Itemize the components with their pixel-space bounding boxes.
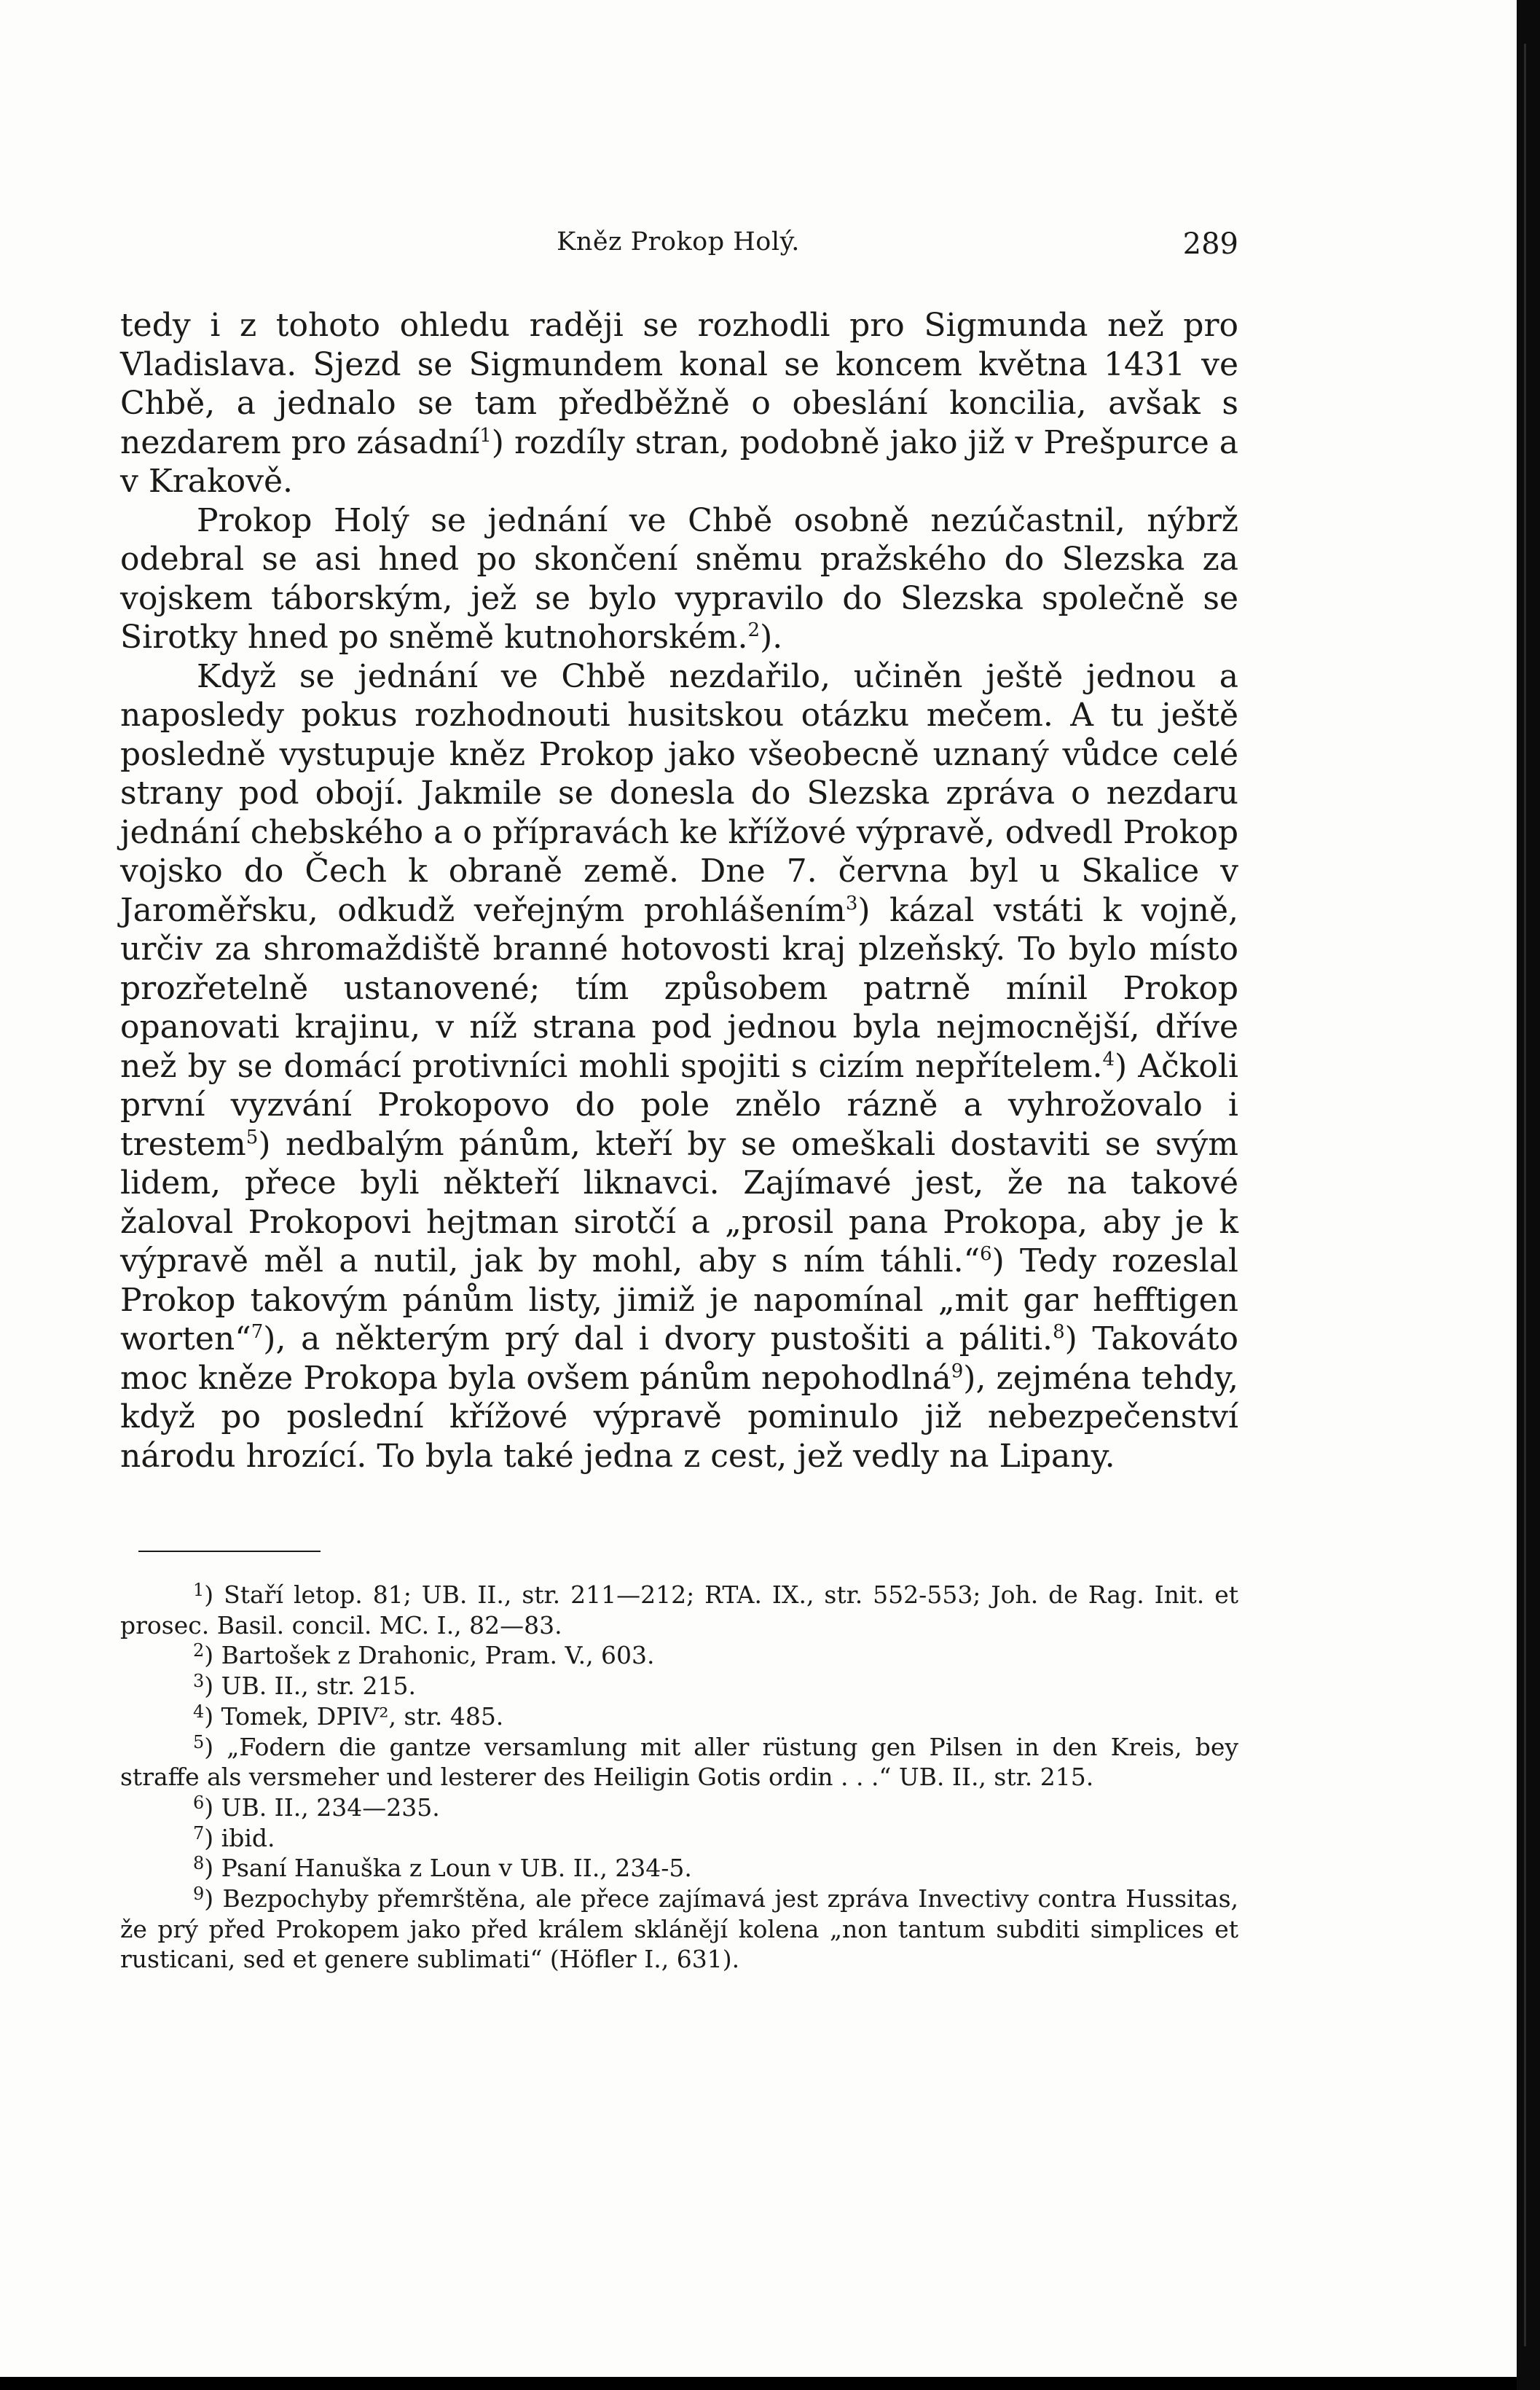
paragraph-2-text: Prokop Holý se jednání ve Chbě osobně nezúčastnil, nýbrž odebral se asi hned po skončení sněmu pražského do Slezska za vojskem táborským, jež se bylo vypravilo do Slezska společně se Sirotky hned po sněmě kutnohorském.	[120, 501, 1238, 656]
paragraph-3-text-c: ) Ačkoli první vyzvání Prokopovo do pole znělo rázně a vyhrožovalo i trestem	[120, 1047, 1238, 1163]
footnote-mark: 4	[193, 1701, 205, 1722]
footnote	[120, 1884, 1238, 1975]
footnote-text: ) Tomek, DPIV², str. 485.	[204, 1701, 504, 1731]
footnote-ref-9: 9	[951, 1360, 964, 1382]
body-text	[120, 306, 1238, 1476]
footnote	[120, 1732, 1238, 1792]
footnote-text: ) UB. II., 234—235.	[204, 1792, 440, 1822]
footnote-ref-5: 5	[245, 1126, 259, 1148]
paragraph-3-text-d: ) nedbalým pánům, kteří by se omeškali dostaviti se svým lidem, přece byli někteří liknavci. Zajímavé jest, že na takové žaloval Prokopovi hejtman sirotčí a „prosil pana Prokopa, aby je k výpravě měl a nutil, jak by mohl, aby s ním táhli.“	[120, 1125, 1238, 1280]
footnote-ref-2: 2	[747, 619, 761, 641]
footnote-text: ) Staří letop. 81; UB. II., str. 211—212; RTA. IX., str. 552-553; Joh. de Rag. Init. et prosec. Basil. concil. MC. I., 82—83.	[120, 1580, 1238, 1639]
footnote-ref-8: 8	[1053, 1321, 1065, 1343]
footnote	[120, 1671, 1238, 1701]
footnote-ref-4: 4	[1102, 1048, 1115, 1070]
paragraph-3-text-e: ) Tedy rozeslal Prokop takovým pánům listy, jimiž je napomínal „mit gar hefftigen worten“	[120, 1242, 1238, 1357]
footnote-text: ) UB. II., str. 215.	[204, 1672, 417, 1701]
footnote-text: ) Bezpochyby přemrštěna, ale přece zajímavá jest zpráva Invectivy contra Hussitas, že prý před Prokopem jako před králem sklánějí kolena „non tantum subditi simplices et rusticani, sed et genere sublimati“ (Höfler I., 631).	[120, 1884, 1238, 1974]
footnote-mark: 7	[193, 1822, 205, 1844]
footnote-divider	[138, 1551, 321, 1552]
paragraph-3-text-g: ) Takováto moc kněze Prokopa byla ovšem pánům nepohodlná	[120, 1320, 1238, 1397]
footnotes	[120, 1580, 1238, 1975]
footnote	[120, 1823, 1238, 1854]
paragraph-2-text-b: ).	[760, 619, 783, 656]
footnote-mark: 2	[193, 1640, 205, 1661]
paragraph-2	[120, 501, 1238, 657]
paragraph-1-text: tedy i z tohoto ohledu raději se rozhodli pro Sigmunda než pro Vladislava. Sjezd se Sigmundem konal se koncem května 1431 ve Chbě, a jednalo se tam předběžně o obeslání koncilia, avšak s nezdarem pro zásadní	[120, 307, 1238, 461]
footnote-ref-1: 1	[479, 424, 492, 447]
footnote-text: ) ibid.	[204, 1823, 275, 1852]
footnote-mark: 5	[193, 1731, 205, 1752]
paragraph-3-text-h: ), zejména tehdy, když po poslední křížové výpravě pominulo již nebezpečenství národu hrozící. To byla také jedna z cest, jež vedly na Lipany.	[120, 1359, 1239, 1475]
paragraph-3-text-b: ) kázal vstáti k vojně, určiv za shromaždiště branné hotovosti kraj plzeňský. To bylo místo prozřetelně ustanovené; tím způsobem patrně mínil Prokop opanovati krajinu, v níž strana pod jednou byla nejmocnější, dříve než by se domácí protivníci mohli spojiti s cizím nepřítelem.	[120, 891, 1238, 1085]
footnote-mark: 8	[193, 1853, 205, 1874]
footnote-ref-3: 3	[845, 892, 858, 914]
footnote	[120, 1853, 1238, 1884]
footnote-text: ) „Fodern die gantze versamlung mit aller rüstung gen Pilsen in den Kreis, bey straffe als versmeher und lesterer des Heiligin Gotis ordin . . .“ UB. II., str. 215.	[120, 1732, 1238, 1792]
footnote-text: ) Psaní Hanuška z Loun v UB. II., 234-5.	[204, 1854, 692, 1883]
paragraph-1	[120, 306, 1238, 501]
footnote-mark: 9	[193, 1884, 205, 1905]
footnote	[120, 1580, 1238, 1640]
paragraph-3-text: Když se jednání ve Chbě nezdařilo, učiněn ještě jednou a naposledy pokus rozhodnouti husitskou otázku mečem. A tu ještě posledně vystupuje kněz Prokop jako všeobecně uznaný vůdce celé strany pod obojí. Jakmile se donesla do Slezska zpráva o nezdaru jednání chebského a o přípravách ke křížové výpravě, odvedl Prokop vojsko do Čech k obraně země. Dne 7. června byl u Skalice v Jaroměřsku, odkudž veřejným prohlášením	[120, 657, 1238, 929]
page-header	[118, 227, 1238, 271]
footnote-mark: 3	[193, 1671, 205, 1692]
page-number: 289	[1182, 227, 1238, 261]
footnote-ref-7: 7	[251, 1321, 264, 1343]
paragraph-3-text-f: ), a některým prý dal i dvory pustošiti a páliti.	[263, 1320, 1053, 1357]
running-head: Kněz Prokop Holý.	[557, 227, 800, 256]
footnote-ref-6: 6	[980, 1243, 992, 1265]
scan-border-line	[1524, 44, 1526, 2346]
footnote	[120, 1792, 1238, 1823]
scan-border	[1517, 0, 1540, 2390]
footnote-mark: 6	[193, 1792, 205, 1813]
footnote-mark: 1	[193, 1580, 205, 1600]
footnote-text: ) Bartošek z Drahonic, Pram. V., 603.	[204, 1641, 655, 1670]
footnote	[120, 1640, 1238, 1671]
paragraph-3	[120, 657, 1238, 1476]
footnote	[120, 1701, 1238, 1732]
paragraph-1-text-b: ) rozdíly stran, podobně jako již v Prešpurce a v Krakově.	[120, 423, 1238, 500]
